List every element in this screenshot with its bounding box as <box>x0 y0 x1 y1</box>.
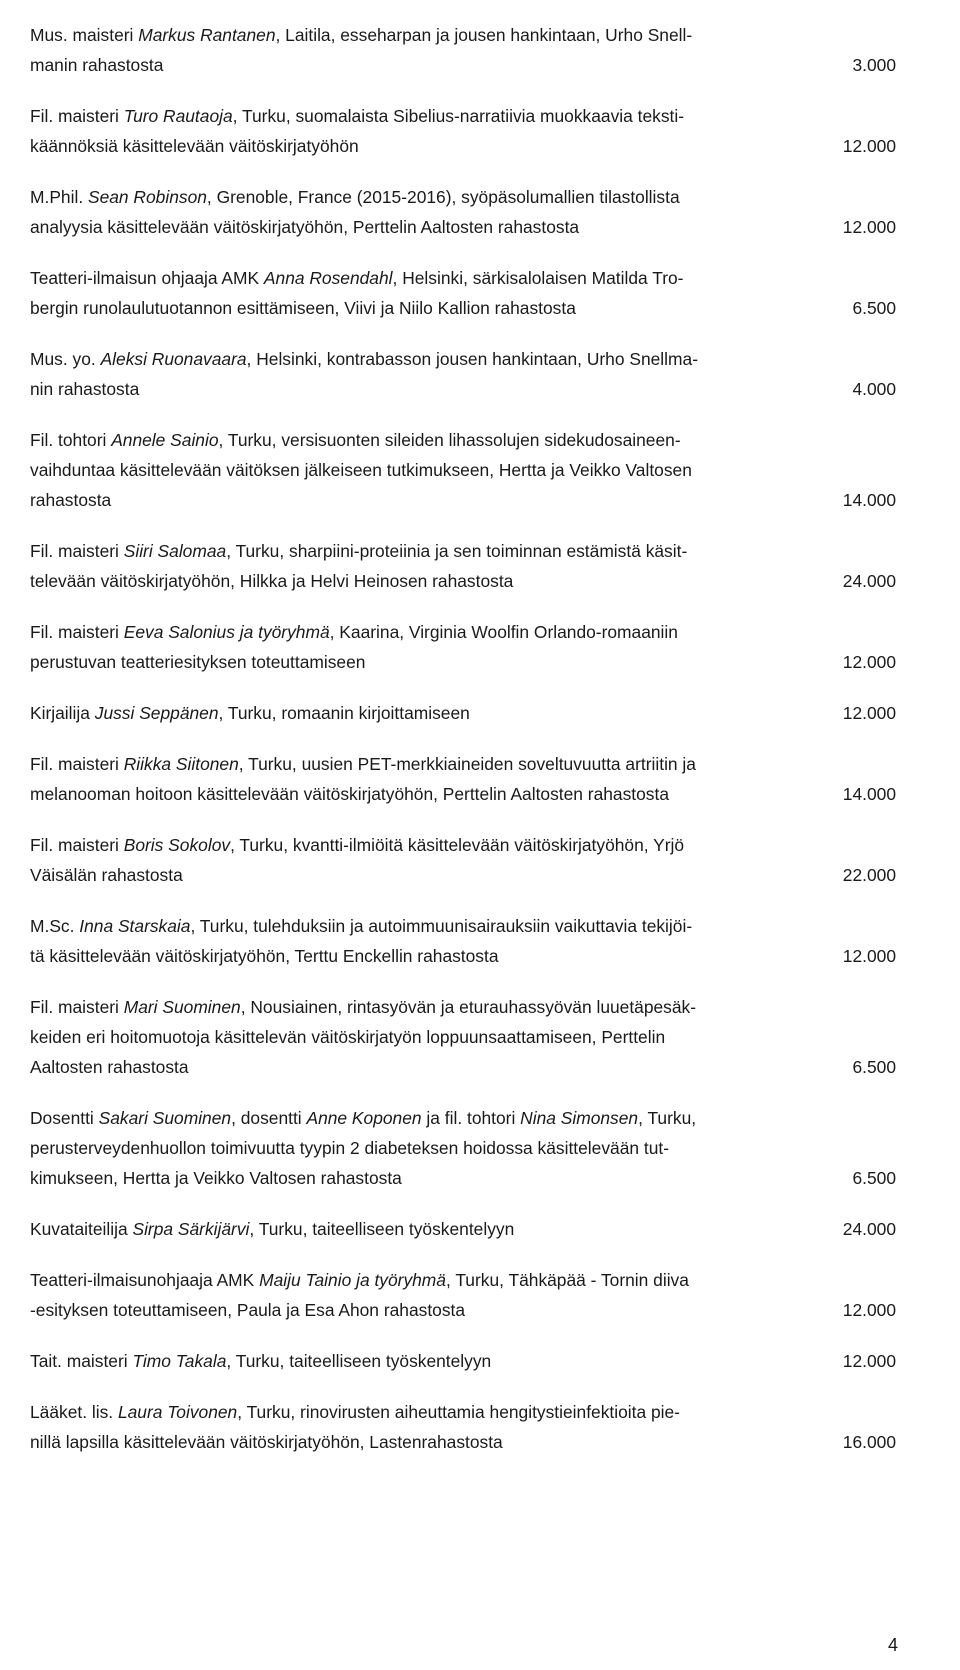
description-line <box>30 1427 786 1457</box>
grant-entry <box>30 698 896 728</box>
grant-amount: 24.000 <box>842 1219 896 1239</box>
description-line <box>30 941 786 971</box>
recipient-name: Turo Rautaoja <box>123 106 233 126</box>
text-segment: , Turku, taiteelliseen työskentelyyn <box>249 1219 515 1239</box>
grant-description <box>30 911 826 971</box>
grant-amount: 14.000 <box>842 490 896 510</box>
page-number: 4 <box>887 1635 898 1655</box>
grant-entry <box>30 992 896 1082</box>
description-line <box>30 1052 786 1082</box>
description-line <box>30 374 786 404</box>
text-segment: bergin runolaulutuotannon esittämiseen, Viivi ja Niilo Kallion rahastosta <box>30 298 576 318</box>
text-segment: , Turku, uusien PET-merkkiaineiden soveltuvuutta artriitin ja <box>238 754 696 774</box>
text-segment: Teatteri-ilmaisun ohjaaja AMK <box>30 268 264 288</box>
description-line <box>30 566 786 596</box>
text-segment: Fil. tohtori <box>30 430 112 450</box>
text-segment: kimukseen, Hertta ja Veikko Valtosen rahastosta <box>30 1168 402 1188</box>
text-segment: manin rahastosta <box>30 55 164 75</box>
description-line <box>30 992 786 1022</box>
description-line <box>30 1265 786 1295</box>
grant-description <box>30 830 826 890</box>
text-segment: Lääket. lis. <box>30 1402 118 1422</box>
recipient-name: Anne Koponen <box>306 1108 422 1128</box>
grant-amount: 14.000 <box>842 784 896 804</box>
description-line <box>30 485 786 515</box>
description-line <box>30 911 786 941</box>
grant-description <box>30 617 826 677</box>
recipient-name: Riikka Siitonen <box>123 754 239 774</box>
grant-entry <box>30 536 896 596</box>
grant-amount: 12.000 <box>842 217 896 237</box>
description-line <box>30 860 786 890</box>
description-line <box>30 1133 786 1163</box>
grant-entry <box>30 749 896 809</box>
grant-list <box>30 20 896 1478</box>
grant-description <box>30 182 826 242</box>
grant-description <box>30 263 826 323</box>
description-line <box>30 20 786 50</box>
recipient-name: Siiri Salomaa <box>123 541 227 561</box>
recipient-name: Annele Sainio <box>111 430 219 450</box>
description-line <box>30 263 786 293</box>
text-segment: , Turku, romaanin kirjoittamiseen <box>218 703 470 723</box>
text-segment: , Helsinki, särkisalolaisen Matilda Tro- <box>392 268 684 288</box>
grant-amount: 12.000 <box>842 136 896 156</box>
grant-amount: 6.500 <box>852 298 896 318</box>
text-segment: , dosentti <box>231 1108 307 1128</box>
description-line <box>30 344 786 374</box>
grant-description <box>30 425 826 515</box>
text-segment: Fil. maisteri <box>30 997 124 1017</box>
text-segment: , Turku, versisuonten sileiden lihassolujen sidekudosaineen- <box>218 430 681 450</box>
text-segment: vaihduntaa käsittelevään väitöksen jälkeiseen tutkimukseen, Hertta ja Veikko Valtosen <box>30 460 692 480</box>
recipient-name: Inna Starskaia <box>79 916 191 936</box>
text-segment: nillä lapsilla käsittelevään väitöskirjatyöhön, Lastenrahastosta <box>30 1432 503 1452</box>
grant-description <box>30 992 826 1082</box>
description-line <box>30 1214 786 1244</box>
text-segment: perustuvan teatteriesityksen toteuttamiseen <box>30 652 366 672</box>
grant-entry <box>30 1346 896 1376</box>
text-segment: nin rahastosta <box>30 379 140 399</box>
grant-entry <box>30 830 896 890</box>
description-line <box>30 455 786 485</box>
text-segment: televään väitöskirjatyöhön, Hilkka ja Helvi Heinosen rahastosta <box>30 571 514 591</box>
description-line <box>30 1397 786 1427</box>
text-segment: melanooman hoitoon käsittelevään väitöskirjatyöhön, Perttelin Aaltosten rahastosta <box>30 784 670 804</box>
recipient-name: Mari Suominen <box>123 997 241 1017</box>
text-segment: Fil. maisteri <box>30 106 124 126</box>
text-segment: Kuvataiteilija <box>30 1219 133 1239</box>
text-segment: analyysia käsittelevään väitöskirjatyöhön, Perttelin Aaltosten rahastosta <box>30 217 580 237</box>
grant-entry <box>30 1214 896 1244</box>
grant-entry <box>30 1397 896 1457</box>
description-line <box>30 647 786 677</box>
grant-amount: 12.000 <box>842 1300 896 1320</box>
recipient-name: Maiju Tainio ja työryhmä <box>259 1270 446 1290</box>
grant-description <box>30 1103 826 1193</box>
description-line <box>30 536 786 566</box>
grant-entry <box>30 1103 896 1193</box>
recipient-name: Sakari Suominen <box>98 1108 232 1128</box>
description-line <box>30 50 786 80</box>
text-segment: , Turku, rinovirusten aiheuttamia hengitystieinfektioita pie- <box>237 1402 680 1422</box>
grant-amount: 3.000 <box>852 55 896 75</box>
grant-amount: 16.000 <box>842 1432 896 1452</box>
text-segment: Fil. maisteri <box>30 541 124 561</box>
grant-description <box>30 698 826 728</box>
description-line <box>30 830 786 860</box>
description-line <box>30 1103 786 1133</box>
text-segment: rahastosta <box>30 490 112 510</box>
text-segment: Mus. yo. <box>30 349 101 369</box>
description-line <box>30 749 786 779</box>
text-segment: Fil. maisteri <box>30 835 124 855</box>
description-line <box>30 425 786 455</box>
grant-entry <box>30 101 896 161</box>
description-line <box>30 1346 786 1376</box>
description-line <box>30 698 786 728</box>
text-segment: , Turku, taiteelliseen työskentelyyn <box>226 1351 492 1371</box>
text-segment: tä käsittelevään väitöskirjatyöhön, Terttu Enckellin rahastosta <box>30 946 499 966</box>
description-line <box>30 131 786 161</box>
description-line <box>30 293 786 323</box>
text-segment: , Kaarina, Virginia Woolfin Orlando-romaaniin <box>329 622 678 642</box>
grant-entry <box>30 263 896 323</box>
grant-amount: 12.000 <box>842 946 896 966</box>
text-segment: Mus. maisteri <box>30 25 139 45</box>
grant-entry <box>30 1265 896 1325</box>
recipient-name: Sean Robinson <box>87 187 207 207</box>
grant-description <box>30 1265 826 1325</box>
recipient-name: Nina Simonsen <box>520 1108 639 1128</box>
grant-description <box>30 20 826 80</box>
text-segment: Väisälän rahastosta <box>30 865 183 885</box>
description-line <box>30 779 786 809</box>
text-segment: , Turku, sharpiini-proteiinia ja sen toiminnan estämistä käsit- <box>226 541 688 561</box>
text-segment: Kirjailija <box>30 703 95 723</box>
recipient-name: Anna Rosendahl <box>263 268 393 288</box>
description-line <box>30 1295 786 1325</box>
text-segment: , Grenoble, France (2015-2016), syöpäsolumallien tilastollista <box>206 187 680 207</box>
text-segment: , Laitila, esseharpan ja jousen hankintaan, Urho Snell- <box>275 25 693 45</box>
text-segment: , Turku, suomalaista Sibelius-narratiivia muokkaavia teksti- <box>232 106 685 126</box>
text-segment: käännöksiä käsittelevään väitöskirjatyöhön <box>30 136 359 156</box>
recipient-name: Eeva Salonius ja työryhmä <box>123 622 330 642</box>
grant-amount: 24.000 <box>842 571 896 591</box>
grant-amount: 12.000 <box>842 703 896 723</box>
recipient-name: Laura Toivonen <box>117 1402 238 1422</box>
grant-amount: 12.000 <box>842 1351 896 1371</box>
grant-description <box>30 101 826 161</box>
description-line <box>30 617 786 647</box>
recipient-name: Markus Rantanen <box>138 25 276 45</box>
grant-amount: 6.500 <box>852 1168 896 1188</box>
text-segment: Fil. maisteri <box>30 754 124 774</box>
grant-entry <box>30 617 896 677</box>
text-segment: M.Sc. <box>30 916 80 936</box>
text-segment: Aaltosten rahastosta <box>30 1057 189 1077</box>
grant-entry <box>30 182 896 242</box>
grant-entry <box>30 911 896 971</box>
grant-description <box>30 344 826 404</box>
text-segment: M.Phil. <box>30 187 88 207</box>
grant-amount: 22.000 <box>842 865 896 885</box>
grant-description <box>30 536 826 596</box>
description-line <box>30 182 786 212</box>
grant-entry <box>30 20 896 80</box>
text-segment: keiden eri hoitomuotoja käsittelevän väitöskirjatyön loppuunsaattamiseen, Perttelin <box>30 1027 666 1047</box>
grant-entry <box>30 344 896 404</box>
description-line <box>30 1163 786 1193</box>
grant-amount: 12.000 <box>842 652 896 672</box>
grant-description <box>30 1397 826 1457</box>
text-segment: , Turku, <box>638 1108 697 1128</box>
text-segment: , Nousiainen, rintasyövän ja eturauhassyövän luuetäpesäk- <box>240 997 697 1017</box>
text-segment: -esityksen toteuttamiseen, Paula ja Esa Ahon rahastosta <box>30 1300 466 1320</box>
text-segment: Fil. maisteri <box>30 622 124 642</box>
recipient-name: Jussi Seppänen <box>94 703 219 723</box>
text-segment: Dosentti <box>30 1108 99 1128</box>
recipient-name: Sirpa Särkijärvi <box>132 1219 250 1239</box>
grant-entry <box>30 425 896 515</box>
text-segment: ja fil. tohtori <box>421 1108 521 1128</box>
text-segment: , Helsinki, kontrabasson jousen hankintaan, Urho Snellma- <box>246 349 698 369</box>
grant-amount: 4.000 <box>852 379 896 399</box>
recipient-name: Aleksi Ruonavaara <box>100 349 247 369</box>
text-segment: , Turku, tulehduksiin ja autoimmuunisairauksiin vaikuttavia tekijöi- <box>190 916 693 936</box>
text-segment: , Turku, Tähkäpää - Tornin diiva <box>445 1270 689 1290</box>
recipient-name: Timo Takala <box>132 1351 227 1371</box>
grant-description <box>30 1214 826 1244</box>
description-line <box>30 101 786 131</box>
grant-amount: 6.500 <box>852 1057 896 1077</box>
grant-description <box>30 1346 826 1376</box>
text-segment: Teatteri-ilmaisunohjaaja AMK <box>30 1270 260 1290</box>
text-segment: Tait. maisteri <box>30 1351 133 1371</box>
description-line <box>30 1022 786 1052</box>
recipient-name: Boris Sokolov <box>123 835 231 855</box>
description-line <box>30 212 786 242</box>
text-segment: perusterveydenhuollon toimivuutta tyypin 2 diabeteksen hoidossa käsittelevään tut- <box>30 1138 670 1158</box>
grant-description <box>30 749 826 809</box>
text-segment: , Turku, kvantti-ilmiöitä käsittelevään väitöskirjatyöhön, Yrjö <box>230 835 685 855</box>
